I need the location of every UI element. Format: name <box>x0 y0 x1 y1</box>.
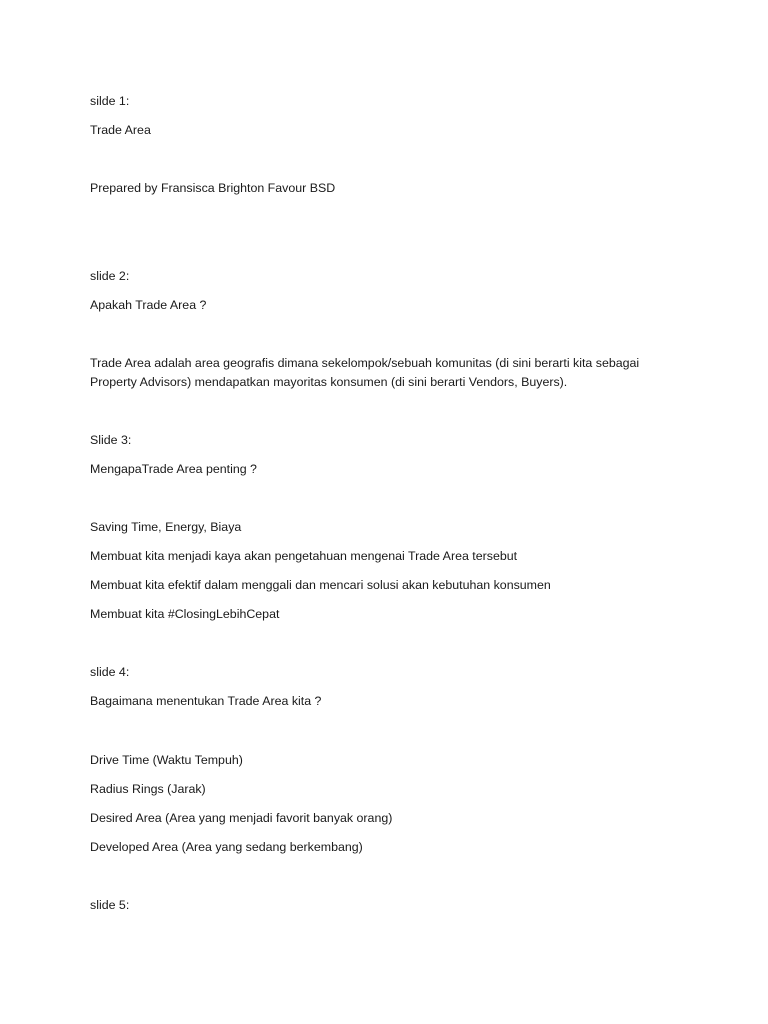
slide-4-item: Radius Rings (Jarak) <box>90 782 206 796</box>
slide-4-title: Bagaimana menentukan Trade Area kita ? <box>90 694 322 708</box>
slide-4-item: Desired Area (Area yang menjadi favorit banyak orang) <box>90 811 393 825</box>
slide-3-title: MengapaTrade Area penting ? <box>90 462 257 476</box>
slide-2-heading: slide 2: <box>90 269 130 283</box>
slide-5-heading: slide 5: <box>90 898 130 912</box>
slide-3-item: Saving Time, Energy, Biaya <box>90 520 242 534</box>
slide-3-item: Membuat kita efektif dalam menggali dan mencari solusi akan kebutuhan konsumen <box>90 578 551 592</box>
slide-1-prepared-by: Prepared by Fransisca Brighton Favour BSD <box>90 181 336 195</box>
slide-3-item: Membuat kita menjadi kaya akan pengetahuan mengenai Trade Area tersebut <box>90 549 518 563</box>
slide-3-item: Membuat kita #ClosingLebihCepat <box>90 607 280 621</box>
slide-4-item: Drive Time (Waktu Tempuh) <box>90 753 243 767</box>
slide-4-heading: slide 4: <box>90 665 130 679</box>
slide-4-item: Developed Area (Area yang sedang berkembang) <box>90 840 363 854</box>
slide-2-body: Trade Area adalah area geografis dimana sekelompok/sebuah komunitas (di sini berarti kita sebagai Property Advisors) mendapatkan mayoritas konsumen (di sini berarti Vendors, Buyers). <box>90 356 640 389</box>
slide-1-title: Trade Area <box>90 123 151 137</box>
slide-1-heading: silde 1: <box>90 94 130 108</box>
slide-3-heading: Slide 3: <box>90 433 132 447</box>
slide-2-title: Apakah Trade Area ? <box>90 298 207 312</box>
